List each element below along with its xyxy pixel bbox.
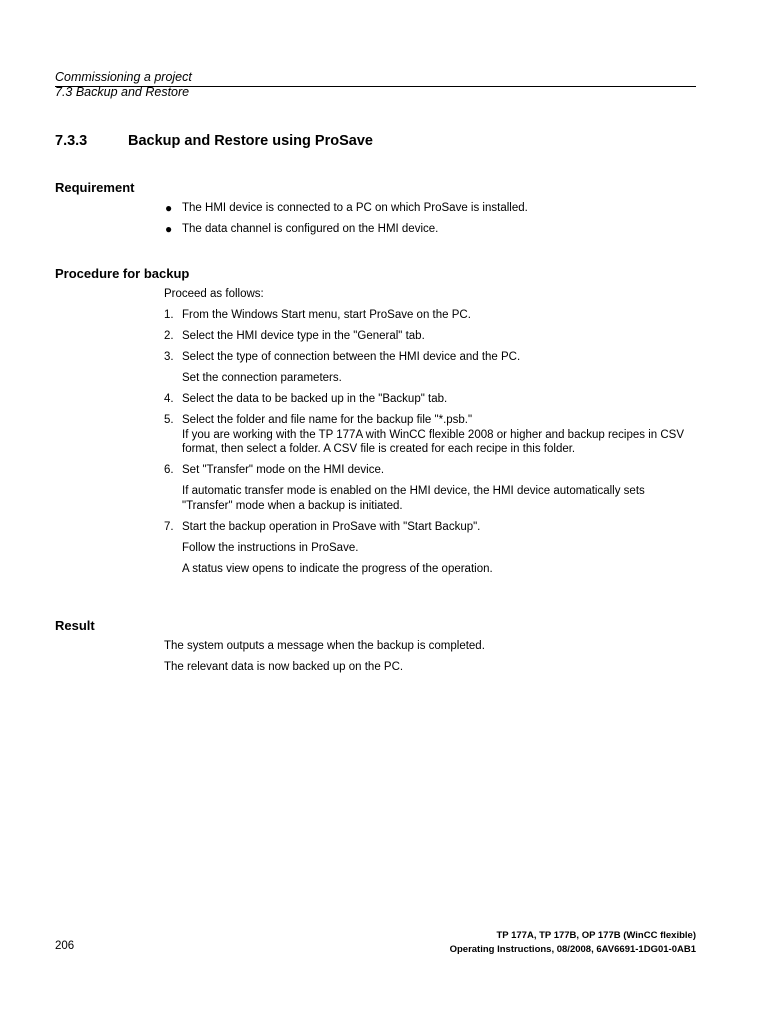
procedure-heading: Procedure for backup (55, 266, 190, 281)
bullet-icon: ● (165, 221, 173, 236)
step-number: 4. (164, 393, 174, 405)
result-line: The relevant data is now backed up on the PC. (164, 661, 404, 673)
step-note: Set the connection parameters. (182, 372, 342, 384)
page-number: 206 (55, 940, 75, 952)
bullet-icon: ● (165, 201, 173, 215)
procedure-intro: Proceed as follows: (164, 288, 264, 300)
footer-doc-info: Operating Instructions, 08/2008, 6AV6691-1DG01-0AB1 (449, 943, 696, 955)
step-text: Select the data to be backed up in the "Backup" tab. (182, 393, 448, 405)
step-number: 2. (164, 330, 174, 342)
step-number: 1. (164, 309, 174, 321)
step-number: 7. (164, 520, 174, 533)
list-item (164, 222, 694, 237)
header-divider (55, 86, 696, 87)
result-text (164, 639, 694, 681)
step-number: 5. (164, 414, 174, 426)
list-item (164, 308, 694, 323)
list-item (164, 520, 694, 535)
header-section: 7.3 Backup and Restore (55, 85, 190, 99)
section-title (55, 133, 373, 149)
list-item (164, 329, 694, 344)
procedure-steps (164, 287, 694, 583)
header-chapter: Commissioning a project (55, 70, 192, 84)
step-text: Start the backup operation in ProSave with "Start Backup". (182, 520, 481, 533)
step-extra-text: If you are working with the TP 177A with WinCC flexible 2008 or higher and backup recipes in CSV format, then select a folder. A CSV file is created for each recipe in this folder. (182, 428, 685, 455)
list-item (164, 413, 694, 457)
step-number: 6. (164, 464, 174, 476)
step-note: Follow the instructions in ProSave. (182, 541, 359, 554)
requirement-item-text: The HMI device is connected to a PC on which ProSave is installed. (182, 202, 528, 214)
running-header (55, 70, 696, 100)
step-note: If automatic transfer mode is enabled on the HMI device, the HMI device automatically sets "Transfer" mode when a backup is initiated. (182, 485, 645, 512)
step-text: Select the type of connection between the HMI device and the PC. (182, 351, 521, 363)
requirement-item-text: The data channel is configured on the HMI device. (182, 222, 439, 235)
result-heading: Result (55, 618, 95, 633)
step-text: From the Windows Start menu, start ProSave on the PC. (182, 309, 471, 321)
list-item (164, 463, 694, 478)
list-item (164, 201, 694, 216)
requirement-heading: Requirement (55, 180, 135, 195)
list-item (164, 392, 694, 407)
step-text: Select the HMI device type in the "General" tab. (182, 330, 425, 342)
result-line: The system outputs a message when the backup is completed. (164, 640, 485, 652)
step-text: Select the folder and file name for the backup file "*.psb." (182, 414, 473, 426)
step-number: 3. (164, 351, 174, 363)
section-number: 7.3.3 (55, 133, 88, 149)
footer-info (450, 929, 696, 956)
footer-product: TP 177A, TP 177B, OP 177B (WinCC flexible) (496, 930, 696, 941)
section-title-text: Backup and Restore using ProSave (128, 133, 373, 149)
requirement-list (164, 201, 694, 242)
step-note: A status view opens to indicate the progress of the operation. (182, 562, 493, 575)
list-item (164, 350, 694, 365)
step-text: Set "Transfer" mode on the HMI device. (182, 464, 385, 476)
